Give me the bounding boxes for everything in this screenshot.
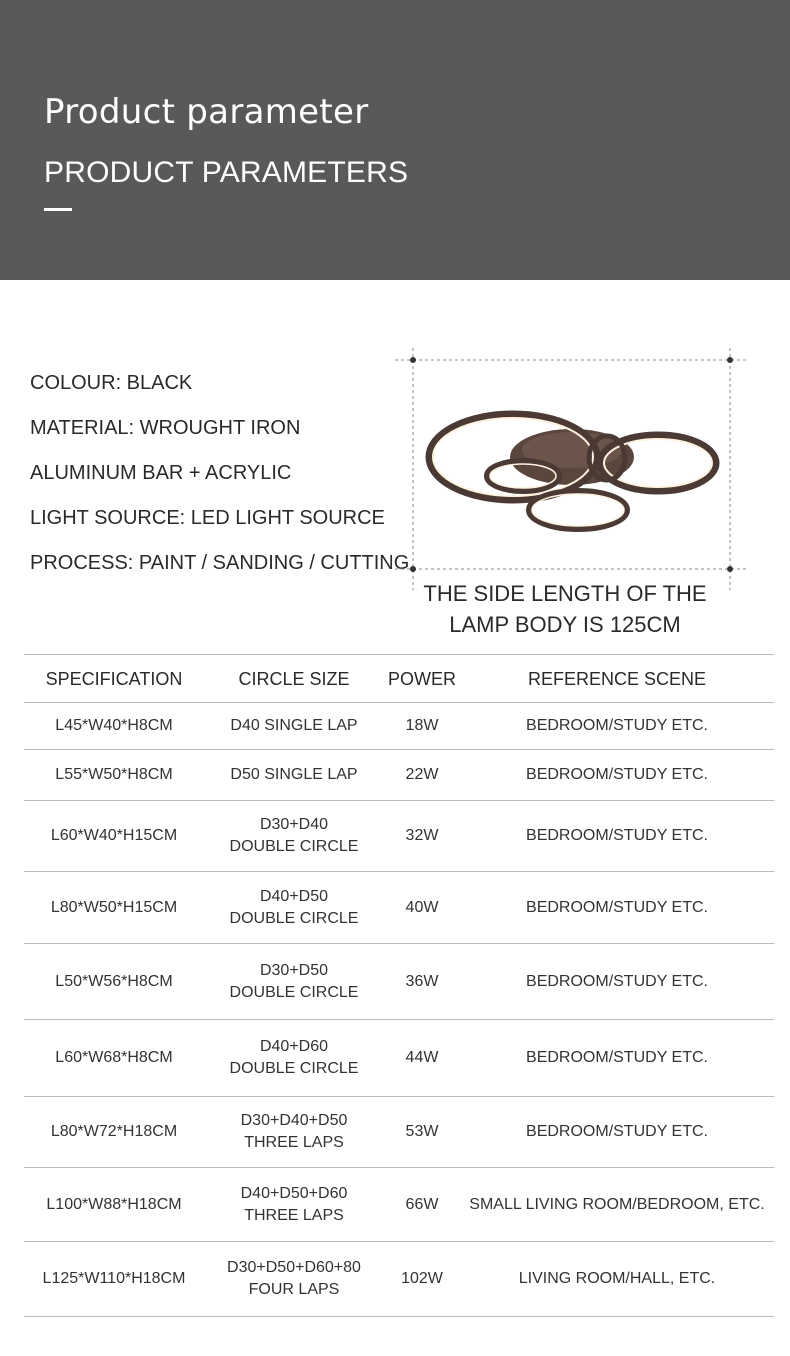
cell-scene: LIVING ROOM/HALL, ETC. [518,1270,716,1287]
cell-circle-size [204,960,384,1004]
cell-scene: BEDROOM/STUDY ETC. [526,898,708,916]
cell-spec: L50*W56*H8CM [55,972,173,990]
cell-scene: BEDROOM/STUDY ETC. [526,972,708,990]
circle-size-line-1: D30+D40+D50 [240,1112,348,1129]
caption-line-1: THE SIDE LENGTH OF THE [423,581,707,606]
table-row [24,872,774,944]
figure-caption [400,578,730,640]
circle-size-line-1: D30+D50+D60+80 [227,1259,361,1276]
cell-power: 66W [405,1195,439,1213]
circle-size-line-1: D40+D50+D60 [240,1184,348,1202]
circle-size-line-2: THREE LAPS [244,1206,344,1224]
cell-spec: L60*W40*H15CM [50,827,178,844]
circle-size-line-1: D30+D50 [259,961,329,979]
cell-power: 22W [405,766,439,783]
table-row [24,1097,774,1168]
cell-power: 102W [401,1270,443,1287]
spec-colour: COLOUR: BLACK [30,372,193,394]
header-banner [0,0,790,280]
column-header-power: POWER [387,668,456,689]
table-row [24,944,774,1020]
column-header-specification: SPECIFICATION [45,668,183,689]
circle-size-line-2: DOUBLE CIRCLE [229,983,359,1001]
cell-scene: BEDROOM/STUDY ETC. [526,1123,708,1140]
circle-size-line-1: D30+D40 [259,816,329,833]
caption-line-2: LAMP BODY IS 125CM [449,612,681,637]
title-underline [44,208,72,211]
cell-power: 18W [405,717,439,734]
spec-list [30,372,409,597]
spec-process: PROCESS: PAINT / SANDING / CUTTING [30,552,410,574]
cell-circle-size [204,1036,384,1080]
circle-size-line-1: D40+D60 [259,1038,329,1055]
circle-size-line-1: D40+D50 [259,887,329,905]
page-title: Product parameter [44,92,369,132]
cell-scene: BEDROOM/STUDY ETC. [526,827,708,844]
table-row [24,1242,774,1317]
spec-light-source: LIGHT SOURCE: LED LIGHT SOURCE [30,507,385,529]
cell-scene: BEDROOM/STUDY ETC. [526,1049,708,1066]
cell-circle-size [204,1257,384,1301]
table-row [24,1020,774,1097]
table-row [24,703,774,750]
lamp-dimension-figure [395,340,765,600]
table-row [24,750,774,801]
cell-scene: SMALL LIVING ROOM/BEDROOM, ETC. [469,1195,765,1213]
circle-size-line-2: DOUBLE CIRCLE [229,1060,359,1077]
cell-circle-size [204,715,384,737]
circle-size-line-2: DOUBLE CIRCLE [229,838,359,855]
cell-spec: L125*W110*H18CM [42,1270,186,1287]
ring-small-front [529,491,627,529]
spec-material: MATERIAL: WROUGHT IRON [30,417,301,439]
circle-size-line-2: THREE LAPS [244,1134,344,1151]
cell-power: 53W [405,1123,439,1140]
cell-power: 36W [405,972,439,990]
cell-power: 44W [405,1049,439,1066]
column-header-circle-size: CIRCLE SIZE [238,668,350,689]
circle-size-line-2: FOUR LAPS [248,1281,340,1298]
cell-power: 40W [405,898,439,916]
column-header-reference-scene: REFERENCE SCENE [527,668,707,689]
circle-size-line-1: D50 SINGLE LAP [230,766,358,783]
cell-circle-size [204,1183,384,1227]
cell-power: 32W [405,827,439,844]
cell-spec: L100*W88*H18CM [46,1195,182,1213]
cell-circle-size [204,764,384,786]
lamp-illustration [429,414,716,529]
cell-circle-size [204,886,384,930]
circle-size-line-1: D40 SINGLE LAP [230,717,358,734]
spec-material-extra: ALUMINUM BAR + ACRYLIC [30,462,292,484]
table-header-row [24,655,774,703]
page-subtitle: PRODUCT PARAMETERS [44,156,409,189]
cell-spec: L80*W50*H15CM [50,898,178,916]
cell-scene: BEDROOM/STUDY ETC. [526,717,708,734]
cell-spec: L45*W40*H8CM [55,717,173,734]
cell-spec: L80*W72*H18CM [50,1123,178,1140]
spec-table [24,654,774,1317]
cell-circle-size [204,1110,384,1154]
cell-scene: BEDROOM/STUDY ETC. [526,766,708,783]
circle-size-line-2: DOUBLE CIRCLE [229,909,359,927]
table-row [24,801,774,872]
cell-spec: L55*W50*H8CM [55,766,173,783]
cell-circle-size [204,814,384,858]
table-row [24,1168,774,1242]
cell-spec: L60*W68*H8CM [55,1049,173,1066]
